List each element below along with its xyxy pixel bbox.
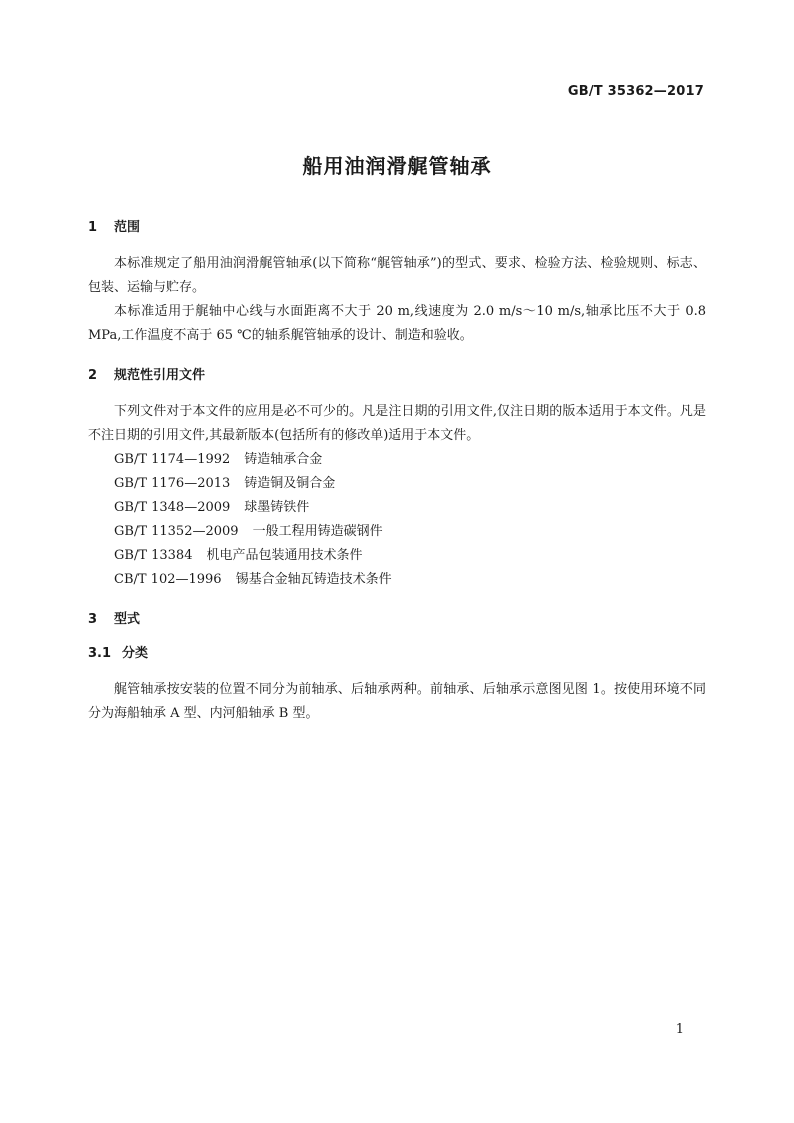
reference-code: CB/T 102—1996 [114,572,222,587]
document-title: 船用油润滑艉管轴承 [302,154,492,178]
reference-name: 锡基合金轴瓦铸造技术条件 [235,572,392,587]
section-1-paragraph-2: 本标准适用于艉轴中心线与水面距离不大于 20 m,线速度为 2.0 m/s～10 m/s,轴承比压不大于 0.8 MPa,工作温度不高于 65 ℃的轴系艉管轴承的设计、制造和验收。 [88,304,706,343]
section-2-heading [88,366,706,386]
reference-item [88,544,706,568]
reference-item [88,496,706,520]
section-title: 型式 [114,612,141,627]
document-body [88,218,706,726]
subsection-number: 3.1 [88,646,112,661]
reference-name: 铸造轴承合金 [244,452,323,467]
section-title: 规范性引用文件 [114,368,206,383]
reference-code: GB/T 1174—1992 [114,452,231,467]
standard-number-header: GB/T 35362—2017 [567,84,704,99]
subsection-title: 分类 [122,646,149,661]
reference-name: 机电产品包装通用技术条件 [206,548,363,563]
subsection-3-1-paragraph: 艉管轴承按安装的位置不同分为前轴承、后轴承两种。前轴承、后轴承示意图见图 1。按使用环境不同分为海船轴承 A 型、内河船轴承 B 型。 [88,682,706,721]
section-3-heading [88,610,706,630]
reference-item [88,472,706,496]
reference-code: GB/T 11352—2009 [114,524,239,539]
page-number: 1 [675,1022,684,1037]
reference-item [88,520,706,544]
reference-name: 铸造铜及铜合金 [244,476,336,491]
section-2-intro: 下列文件对于本文件的应用是必不可少的。凡是注日期的引用文件,仅注日期的版本适用于本文件。凡是不注日期的引用文件,其最新版本(包括所有的修改单)适用于本文件。 [88,404,706,443]
subsection-3-1-heading [88,644,706,664]
section-1-heading [88,218,706,238]
reference-item [88,568,706,592]
reference-name: 球墨铸铁件 [244,500,310,515]
section-number: 3 [88,612,98,627]
section-title: 范围 [114,220,141,235]
section-number: 2 [88,368,98,383]
section-1-paragraph-1: 本标准规定了船用油润滑艉管轴承(以下简称“艉管轴承”)的型式、要求、检验方法、检验规则、标志、包装、运输与贮存。 [88,256,706,295]
reference-code: GB/T 1176—2013 [114,476,231,491]
reference-item [88,448,706,472]
reference-code: GB/T 1348—2009 [114,500,231,515]
section-number: 1 [88,220,98,235]
reference-name: 一般工程用铸造碳钢件 [252,524,383,539]
reference-code: GB/T 13384 [114,548,193,563]
